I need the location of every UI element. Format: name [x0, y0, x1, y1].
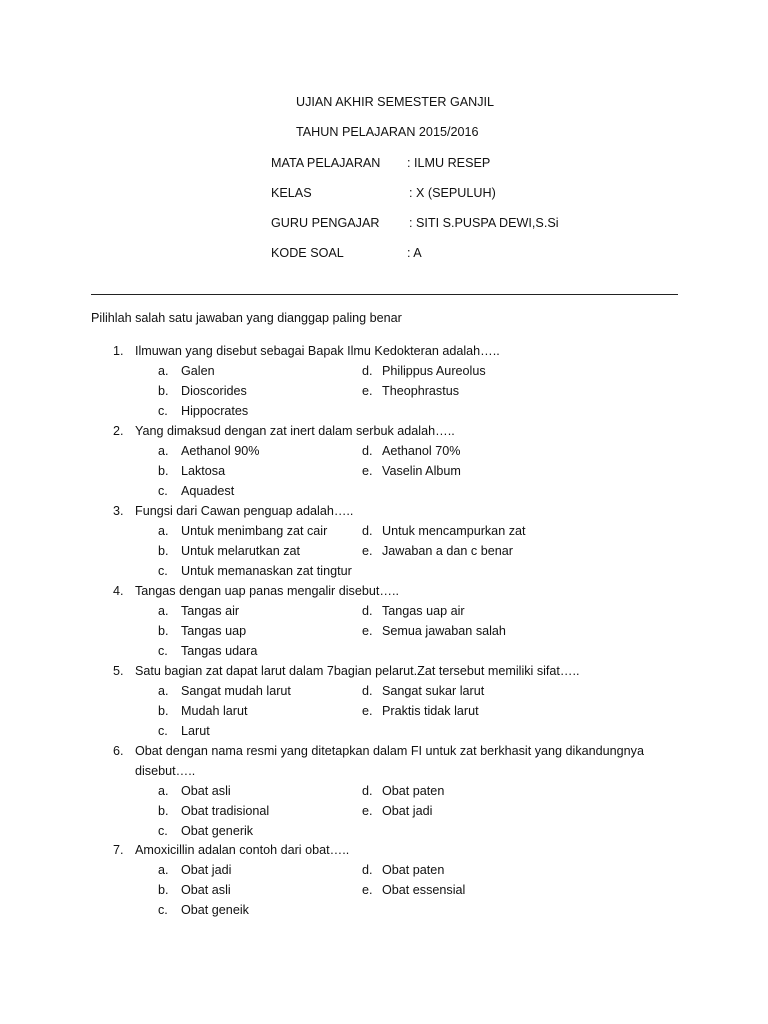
question-number: 3. [113, 504, 124, 518]
option-letter-a: a. [158, 784, 169, 798]
option-b: Untuk melarutkan zat [181, 544, 300, 558]
question-text: Obat dengan nama resmi yang ditetapkan dalam FI untuk zat berkhasit yang dikandungnya [135, 744, 644, 758]
option-letter-c: c. [158, 824, 168, 838]
option-b: Laktosa [181, 464, 226, 478]
option-letter-d: d. [362, 524, 373, 538]
option-letter-c: c. [158, 484, 168, 498]
question-text-continued: disebut….. [135, 764, 196, 778]
question-number: 2. [113, 424, 124, 438]
option-letter-e: e. [362, 384, 373, 398]
question-number: 7. [113, 843, 124, 857]
option-letter-e: e. [362, 624, 373, 638]
option-letter-b: b. [158, 804, 169, 818]
option-letter-a: a. [158, 444, 169, 458]
instruction: Pilihlah salah satu jawaban yang dianggap paling benar [91, 311, 402, 325]
question-text: Ilmuwan yang disebut sebagai Bapak Ilmu Kedokteran adalah….. [135, 344, 500, 358]
field-value-teacher: : SITI S.PUSPA DEWI,S.Si [409, 216, 559, 230]
exam-title: UJIAN AKHIR SEMESTER GANJIL [296, 95, 495, 109]
option-letter-a: a. [158, 684, 169, 698]
option-d: Obat paten [382, 784, 445, 798]
option-letter-e: e. [362, 544, 373, 558]
option-letter-a: a. [158, 604, 169, 618]
option-b: Mudah larut [181, 704, 248, 718]
question-number: 6. [113, 744, 124, 758]
option-e: Semua jawaban salah [382, 624, 506, 638]
option-letter-c: c. [158, 644, 168, 658]
option-c: Larut [181, 724, 210, 738]
field-value-class: : X (SEPULUH) [409, 186, 496, 200]
question-number: 1. [113, 344, 124, 358]
field-value-subject: : ILMU RESEP [407, 156, 491, 170]
option-a: Obat jadi [181, 863, 232, 877]
option-e: Vaselin Album [382, 464, 461, 478]
option-a: Galen [181, 364, 215, 378]
option-letter-b: b. [158, 624, 169, 638]
option-e: Praktis tidak larut [382, 704, 479, 718]
option-c: Tangas udara [181, 644, 258, 658]
option-letter-e: e. [362, 464, 373, 478]
option-letter-d: d. [362, 444, 373, 458]
question-text: Tangas dengan uap panas mengalir disebut….. [135, 584, 399, 598]
option-b: Obat tradisional [181, 804, 270, 818]
option-a: Aethanol 90% [181, 444, 260, 458]
header-divider [91, 294, 678, 295]
option-letter-a: a. [158, 524, 169, 538]
option-d: Obat paten [382, 863, 445, 877]
option-letter-d: d. [362, 784, 373, 798]
option-letter-e: e. [362, 883, 373, 897]
option-a: Obat asli [181, 784, 231, 798]
option-c: Hippocrates [181, 404, 249, 418]
option-a: Untuk menimbang zat cair [181, 524, 328, 538]
option-d: Untuk mencampurkan zat [382, 524, 526, 538]
option-d: Sangat sukar larut [382, 684, 485, 698]
option-letter-b: b. [158, 883, 169, 897]
option-letter-a: a. [158, 364, 169, 378]
option-letter-e: e. [362, 704, 373, 718]
option-d: Aethanol 70% [382, 444, 461, 458]
option-letter-d: d. [362, 364, 373, 378]
question-text: Fungsi dari Cawan penguap adalah….. [135, 504, 354, 518]
option-c: Obat generik [181, 824, 254, 838]
field-label-teacher: GURU PENGAJAR [271, 216, 380, 230]
option-e: Obat jadi [382, 804, 433, 818]
option-letter-b: b. [158, 544, 169, 558]
option-d: Philippus Aureolus [382, 364, 486, 378]
question-text: Yang dimaksud dengan zat inert dalam serbuk adalah….. [135, 424, 455, 438]
option-letter-b: b. [158, 384, 169, 398]
field-value-code: : A [407, 246, 422, 260]
option-b: Dioscorides [181, 384, 247, 398]
option-letter-c: c. [158, 404, 168, 418]
option-letter-b: b. [158, 464, 169, 478]
option-c: Obat geneik [181, 903, 249, 917]
option-letter-b: b. [158, 704, 169, 718]
academic-year: TAHUN PELAJARAN 2015/2016 [296, 125, 479, 139]
option-b: Obat asli [181, 883, 231, 897]
option-letter-d: d. [362, 604, 373, 618]
option-c: Aquadest [181, 484, 235, 498]
option-a: Sangat mudah larut [181, 684, 291, 698]
question-text: Satu bagian zat dapat larut dalam 7bagian pelarut.Zat tersebut memiliki sifat….. [135, 664, 580, 678]
field-label-class: KELAS [271, 186, 312, 200]
option-letter-c: c. [158, 564, 168, 578]
option-letter-c: c. [158, 903, 168, 917]
option-letter-d: d. [362, 684, 373, 698]
option-e: Theophrastus [382, 384, 460, 398]
option-letter-c: c. [158, 724, 168, 738]
option-a: Tangas air [181, 604, 240, 618]
option-e: Obat essensial [382, 883, 466, 897]
option-letter-d: d. [362, 863, 373, 877]
option-letter-e: e. [362, 804, 373, 818]
option-b: Tangas uap [181, 624, 247, 638]
question-number: 4. [113, 584, 124, 598]
option-c: Untuk memanaskan zat tingtur [181, 564, 352, 578]
field-label-code: KODE SOAL [271, 246, 344, 260]
option-e: Jawaban a dan c benar [382, 544, 513, 558]
field-label-subject: MATA PELAJARAN [271, 156, 381, 170]
question-number: 5. [113, 664, 124, 678]
question-text: Amoxicillin adalan contoh dari obat….. [135, 843, 350, 857]
option-letter-a: a. [158, 863, 169, 877]
option-d: Tangas uap air [382, 604, 465, 618]
